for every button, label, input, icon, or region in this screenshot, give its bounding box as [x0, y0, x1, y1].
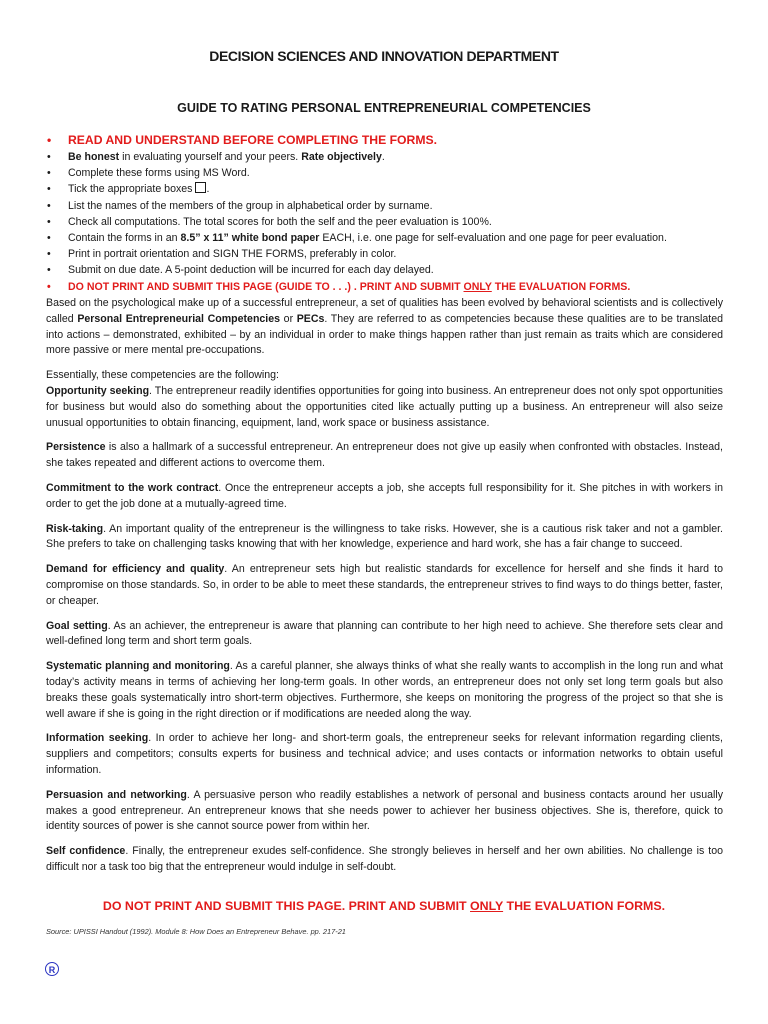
- instructions-list: [46, 132, 726, 295]
- competency-paragraph: [46, 731, 723, 778]
- competency-text: . A persuasive person who readily establishes a network of personal and business contacts around her usually makes a good entrepreneur. An entrepreneur knows that she needs power to achiever her business objectives. She is, therefore, quick to identity sources of power is she cannot source power from within her.: [46, 788, 723, 833]
- competency-name: Opportunity seeking: [46, 384, 150, 397]
- paragraph-bold: PECs: [296, 312, 325, 325]
- guide-title: GUIDE TO RATING PERSONAL ENTREPRENEURIAL COMPETENCIES: [177, 101, 591, 115]
- competency-text: is also a hallmark of a successful entrepreneur. An entrepreneur does not give up easily when confronted with obstacles. Instead, she takes repeated and different actions to overcome them.: [46, 441, 723, 470]
- competency-name: Information seeking: [46, 732, 149, 745]
- instruction-text: Check all computations. The total scores for both the self and the peer evaluation is 100%.: [68, 215, 492, 228]
- competency-name: Systematic planning and monitoring: [46, 660, 230, 673]
- instruction-underlined: ONLY: [463, 280, 492, 293]
- competency-paragraph: [46, 788, 723, 835]
- competency-text: . As an achiever, the entrepreneur is aware that planning can contribute to her high need to achieve. She therefore sets clear and well-defined long term and short term goals.: [46, 619, 723, 648]
- competency-paragraph: [46, 844, 723, 876]
- instruction-read-first: [46, 132, 726, 149]
- competency-text: . An entrepreneur sets high but realistic standards for excellence for herself and she finds it hard to compromise on those standards. So, in order to be able to meet these standards, the entrepreneur strives to find ways to do things better, faster, or cheaper.: [46, 563, 723, 607]
- competency-paragraph: [46, 481, 723, 513]
- competency-paragraph: [46, 384, 723, 431]
- instruction-print-portrait: [46, 246, 726, 262]
- instruction-bold: Rate objectively: [301, 151, 382, 163]
- instruction-tick: [46, 181, 726, 197]
- competency-name: Risk-taking: [46, 522, 104, 535]
- competency-text: . An important quality of the entrepreneur is the willingness to take risks. However, she is a cautious risk taker and not a gambler. She prefers to take on challenging tasks knowing that with her knowledge, experience and hard work, she has a fair change to succeed.: [46, 522, 723, 551]
- competency-name: Demand for efficiency and quality: [46, 563, 225, 576]
- competency-text: . Once the entrepreneur accepts a job, she accepts full responsibility for it. She pitches in with workers in order to get the job done at a mutually-agreed time.: [46, 481, 723, 510]
- closing-underlined: ONLY: [470, 899, 504, 913]
- instruction-text: Tick the appropriate boxes: [68, 183, 193, 196]
- essentially-paragraph: [46, 368, 723, 384]
- instruction-text: DO NOT PRINT AND SUBMIT THIS PAGE (GUIDE TO . . .) . PRINT AND SUBMIT: [68, 280, 464, 293]
- instruction-text: Submit on due date. A 5-point deduction will be incurred for each day delayed.: [68, 264, 434, 277]
- instruction-text: EACH, i.e. one page for self-evaluation and one page for peer evaluation.: [319, 232, 667, 245]
- competency-paragraph: [46, 619, 723, 651]
- paragraph-text: Based on the psychological make up of a successful entrepreneur, a set of qualities has been evolved by behavioral scientists and is collectively called: [46, 297, 723, 325]
- instruction-text: THE EVALUATION FORMS.: [491, 280, 631, 293]
- instruction-list-members: [46, 198, 726, 214]
- paragraph-bold: Personal Entrepreneurial Competencies: [77, 312, 281, 325]
- competency-text: . As a careful planner, she always thinks of what she really wants to accomplish in the long run and what today’s activity means in terms of achieving her long-term goals. In other words, an entrepreneur does not only set long term goals but also breaks these goals systematically intro short-term objectives. Furthermore, she keeps on monitoring the progress of the project so that she is well aware if she is going in the right direction or if modifications are needed along the way.: [46, 660, 723, 720]
- competency-paragraph: [46, 522, 723, 554]
- instruction-submit-due: [46, 262, 726, 278]
- instruction-text: Complete these forms using MS Word.: [68, 167, 250, 180]
- competency-text: . In order to achieve her long- and short-term goals, the entrepreneur seeks for relevant information regarding clients, suppliers and competitors; consults experts for business and technical advice; and uses contacts or information networks to obtain useful information.: [46, 732, 723, 776]
- competency-text: . The entrepreneur readily identifies opportunities for going into business. An entrepreneur does not only spot opportunities for business but would also do something about the opportunities cited like actually putting up a business. An entrepreneur will also seize unusual opportunities to obtain financing, equipment, land, work space or business assistance.: [46, 384, 723, 429]
- competency-text: . Finally, the entrepreneur exudes self-confidence. She strongly believes in herself and her own abilities. No challenge is too difficult nor a task too big that the entrepreneur would indulge in self-doubt.: [46, 845, 723, 873]
- competency-name: Persistence: [46, 441, 106, 454]
- registered-mark-icon: R: [45, 962, 59, 976]
- instruction-text: .: [381, 151, 385, 163]
- paragraph-text: Essentially, these competencies are the following:: [46, 369, 279, 382]
- competency-name: Goal setting: [46, 619, 108, 632]
- competency-paragraph: [46, 562, 723, 609]
- competency-paragraph: [46, 440, 723, 472]
- instruction-bold: Be honest: [68, 151, 120, 163]
- closing-text: THE EVALUATION FORMS.: [503, 899, 666, 913]
- instruction-text: List the names of the members of the group in alphabetical order by surname.: [68, 199, 433, 212]
- department-heading: DECISION SCIENCES AND INNOVATION DEPARTMENT: [209, 48, 559, 64]
- body-text: [46, 296, 723, 885]
- instruction-bold: 8.5” x 11” white bond paper: [180, 232, 320, 245]
- closing-text: DO NOT PRINT AND SUBMIT THIS PAGE. PRINT AND SUBMIT: [102, 899, 471, 913]
- checkbox-icon: [195, 182, 206, 193]
- instruction-text: .: [206, 183, 210, 196]
- intro-paragraph: [46, 296, 723, 359]
- instruction-text: Contain the forms in an: [68, 232, 181, 245]
- instruction-do-not-print: [46, 279, 726, 295]
- paragraph-text: or: [280, 312, 297, 325]
- instruction-text: in evaluating yourself and your peers.: [119, 151, 302, 163]
- instruction-honest: [46, 149, 726, 165]
- instruction-text: Print in portrait orientation and SIGN THE FORMS, preferably in color.: [68, 248, 397, 261]
- instruction-contain-forms: [46, 230, 726, 246]
- closing-warning: [0, 899, 768, 913]
- instruction-text: READ AND UNDERSTAND BEFORE COMPLETING THE FORMS.: [68, 133, 438, 147]
- instruction-check-computations: [46, 214, 726, 230]
- competency-paragraph: [46, 659, 723, 722]
- competency-name: Persuasion and networking: [46, 788, 187, 801]
- competency-name: Self confidence: [46, 845, 126, 858]
- instruction-ms-word: [46, 165, 726, 181]
- competency-name: Commitment to the work contract: [46, 481, 219, 494]
- paragraph-text: . They are referred to as competencies because these qualities are to be translated into actions – demonstrated, exhibited – by an individual in order to make things happen rather than just remain as traits which are considered more passive or mere mental pre-occupations.: [46, 312, 723, 357]
- source-citation: Source: UPISSI Handout (1992). Module 8: How Does an Entrepreneur Behave. pp. 217-21: [46, 927, 346, 936]
